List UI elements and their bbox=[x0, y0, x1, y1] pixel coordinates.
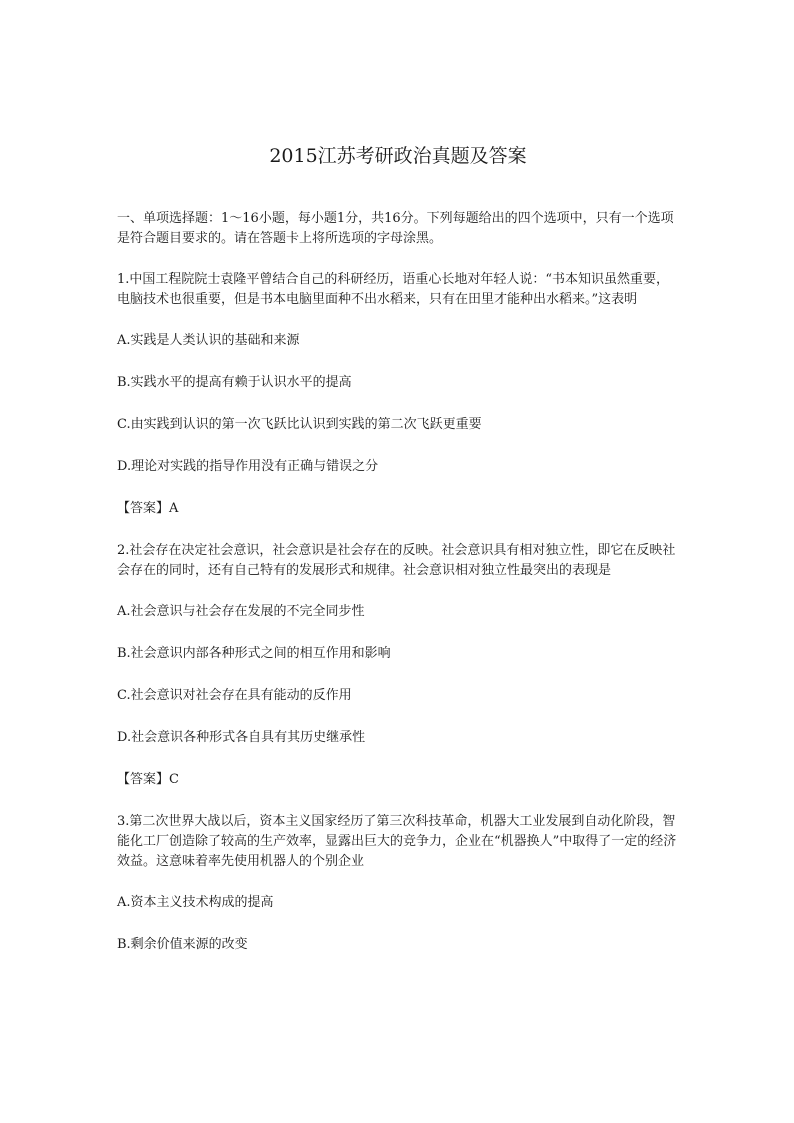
answer-label: 【答案】A bbox=[117, 501, 179, 516]
document-body bbox=[117, 209, 679, 977]
question-1 bbox=[117, 270, 679, 519]
question-3 bbox=[117, 812, 679, 955]
answer-label: 【答案】C bbox=[117, 772, 179, 787]
option-a: A.社会意识与社会存在发展的不完全同步性 bbox=[117, 604, 365, 619]
option-d: D.理论对实践的指导作用没有正确与错误之分 bbox=[117, 459, 379, 474]
option-b: B.社会意识内部各种形式之间的相互作用和影响 bbox=[117, 646, 391, 661]
option-c: C.由实践到认识的第一次飞跃比认识到实践的第二次飞跃更重要 bbox=[117, 417, 482, 432]
question-stem: 3.第二次世界大战以后，资本主义国家经历了第三次科技革命，机器大工业发展到自动化阶段，智能化工厂创造除了较高的生产效率，显露出巨大的竞争力，企业在“机器换人”中取得了一定的经济效益。这意味着率先使用机器人的个别企业 bbox=[117, 814, 677, 869]
option-a: A.实践是人类认识的基础和来源 bbox=[117, 333, 300, 348]
section-instructions: 一、单项选择题：1～16小题，每小题1分，共16分。下列每题给出的四个选项中，只有一个选项是符合题目要求的。请在答题卡上将所选项的字母涂黑。 bbox=[117, 211, 674, 246]
option-b: B.实践水平的提高有赖于认识水平的提高 bbox=[117, 375, 352, 390]
option-a: A.资本主义技术构成的提高 bbox=[117, 895, 274, 910]
option-b: B.剩余价值来源的改变 bbox=[117, 937, 248, 952]
question-2 bbox=[117, 541, 679, 790]
question-stem: 1.中国工程院院士袁隆平曾结合自己的科研经历，语重心长地对年轻人说：“书本知识虽然重要，电脑技术也很重要，但是书本电脑里面种不出水稻来，只有在田里才能种出水稻来。”这表明 bbox=[117, 272, 670, 307]
option-d: D.社会意识各种形式各自具有其历史继承性 bbox=[117, 730, 366, 745]
document-title: 2015江苏考研政治真题及答案 bbox=[269, 145, 527, 167]
question-stem: 2.社会存在决定社会意识，社会意识是社会存在的反映。社会意识具有相对独立性，即它在反映社会存在的同时，还有自己特有的发展形式和规律。社会意识相对独立性最突出的表现是 bbox=[117, 543, 676, 578]
option-c: C.社会意识对社会存在具有能动的反作用 bbox=[117, 688, 352, 703]
